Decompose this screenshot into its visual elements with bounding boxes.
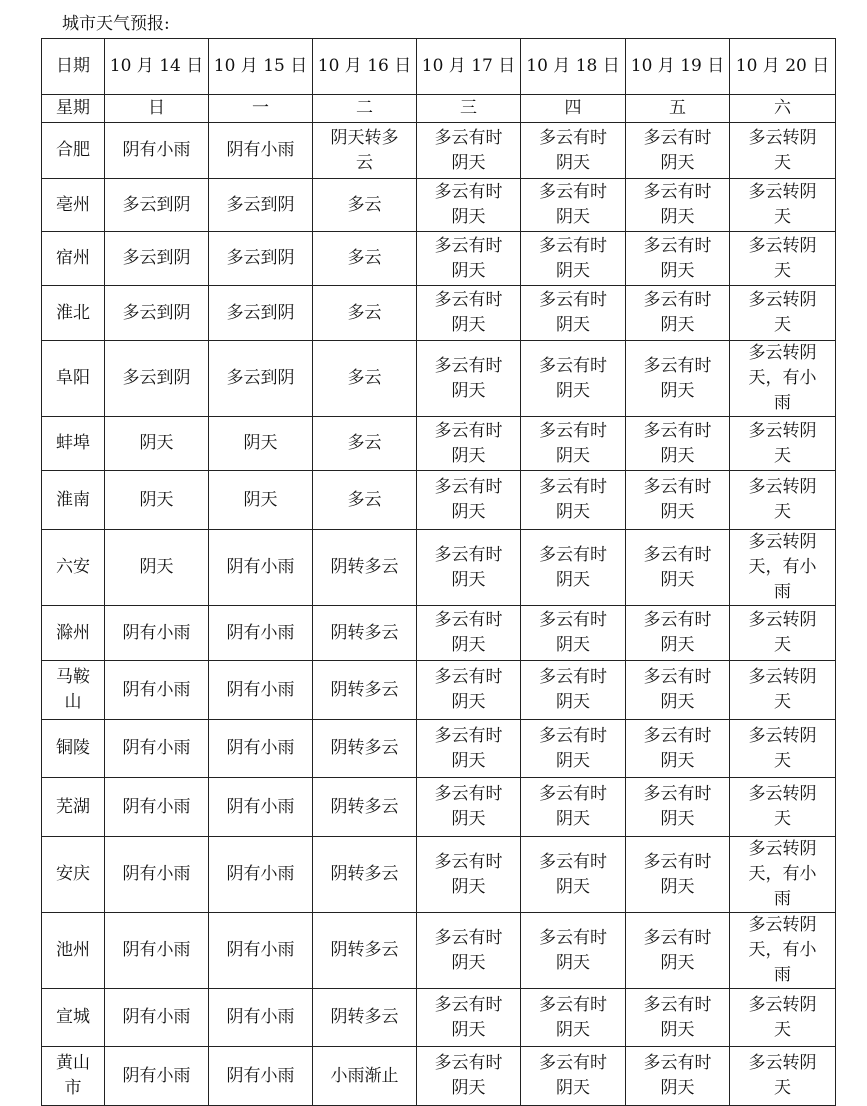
weekday-label: 星期 xyxy=(42,95,105,123)
forecast-text: 阴转多云 xyxy=(330,1007,399,1027)
city-name: 池州 xyxy=(56,940,90,960)
forecast-text: 多云有时阴天 xyxy=(434,182,503,227)
forecast-cell xyxy=(313,232,417,286)
forecast-cell xyxy=(521,179,626,232)
forecast-cell xyxy=(730,530,836,606)
forecast-cell xyxy=(730,720,836,778)
date-header-cell: 10 月 18 日 xyxy=(521,39,626,95)
forecast-cell xyxy=(521,1047,626,1106)
forecast-cell xyxy=(521,530,626,606)
forecast-text: 多云有时阴天 xyxy=(643,182,712,227)
forecast-cell xyxy=(209,837,313,913)
forecast-cell xyxy=(417,417,521,471)
table-row xyxy=(42,913,836,989)
forecast-text: 多云有时阴天 xyxy=(643,420,712,466)
city-cell xyxy=(42,471,105,530)
forecast-text: 阴转多云 xyxy=(330,622,399,643)
forecast-cell xyxy=(313,606,417,661)
forecast-cell xyxy=(521,123,626,179)
forecast-text: 多云有时阴天 xyxy=(539,127,607,173)
forecast-text: 多云到阴 xyxy=(122,302,191,323)
date-header-cell: 10 月 16 日 xyxy=(313,39,417,95)
forecast-cell xyxy=(521,606,626,661)
forecast-text: 多云有时阴天 xyxy=(539,420,607,466)
forecast-text: 多云转阴天 xyxy=(748,127,817,173)
forecast-text: 阴有小雨 xyxy=(122,1007,191,1027)
forecast-text: 多云转阴天 xyxy=(748,1053,817,1098)
forecast-cell xyxy=(626,720,730,778)
forecast-text: 多云有时阴天 xyxy=(539,725,607,771)
forecast-cell xyxy=(626,989,730,1047)
forecast-text: 阴转多云 xyxy=(330,864,399,884)
forecast-text: 阴天 xyxy=(139,489,174,510)
page-title: 城市天气预报: xyxy=(62,14,170,34)
forecast-text: 多云有时阴天 xyxy=(643,667,712,712)
table-row xyxy=(42,417,836,471)
forecast-text: 多云 xyxy=(347,433,382,453)
forecast-text: 多云到阴 xyxy=(122,194,191,215)
weekday-cell: 四 xyxy=(521,95,626,123)
city-cell xyxy=(42,179,105,232)
forecast-cell xyxy=(417,661,521,720)
forecast-text: 多云转阴天，有小雨 xyxy=(748,343,817,413)
forecast-cell xyxy=(730,661,836,720)
forecast-text: 多云有时阴天 xyxy=(434,420,503,466)
forecast-cell xyxy=(209,123,313,179)
forecast-text: 多云有时阴天 xyxy=(539,544,607,590)
date-header-cell: 10 月 14 日 xyxy=(105,39,209,95)
forecast-text: 多云有时阴天 xyxy=(539,235,607,281)
forecast-text: 多云有时阴天 xyxy=(434,477,503,522)
forecast-text: 阴有小雨 xyxy=(226,864,295,884)
forecast-cell xyxy=(313,661,417,720)
forecast-text: 多云有时阴天 xyxy=(434,784,503,829)
forecast-text: 多云有时阴天 xyxy=(643,610,712,655)
forecast-text: 多云有时阴天 xyxy=(643,235,712,281)
forecast-cell xyxy=(209,417,313,471)
forecast-cell xyxy=(105,232,209,286)
forecast-text: 多云到阴 xyxy=(122,368,191,388)
date-header-cell: 10 月 15 日 xyxy=(209,39,313,95)
forecast-cell xyxy=(209,1047,313,1106)
forecast-text: 多云转阴天 xyxy=(748,994,817,1040)
forecast-cell xyxy=(521,989,626,1047)
forecast-cell xyxy=(313,179,417,232)
forecast-cell xyxy=(730,232,836,286)
forecast-cell xyxy=(626,1047,730,1106)
city-name: 黄山市 xyxy=(56,1053,90,1098)
forecast-cell xyxy=(417,913,521,989)
forecast-cell xyxy=(313,341,417,417)
weather-forecast-table xyxy=(41,38,836,1106)
forecast-cell xyxy=(209,989,313,1047)
forecast-cell xyxy=(730,837,836,913)
city-name: 淮南 xyxy=(56,489,90,510)
city-cell xyxy=(42,341,105,417)
date-header-cell: 10 月 17 日 xyxy=(417,39,521,95)
city-cell xyxy=(42,606,105,661)
forecast-text: 多云转阴天 xyxy=(748,725,817,771)
table-row xyxy=(42,989,836,1047)
forecast-text: 多云转阴天 xyxy=(748,784,817,829)
forecast-text: 多云有时阴天 xyxy=(539,927,607,973)
forecast-text: 多云有时阴天 xyxy=(434,927,503,973)
forecast-text: 多云有时阴天 xyxy=(643,127,712,173)
forecast-cell xyxy=(313,989,417,1047)
forecast-cell xyxy=(417,989,521,1047)
forecast-cell xyxy=(626,232,730,286)
forecast-cell xyxy=(730,341,836,417)
forecast-cell xyxy=(313,286,417,341)
forecast-text: 阴有小雨 xyxy=(226,557,295,577)
weekday-cell: 一 xyxy=(209,95,313,123)
forecast-cell xyxy=(521,417,626,471)
forecast-cell xyxy=(313,417,417,471)
forecast-text: 小雨渐止 xyxy=(330,1065,399,1086)
forecast-cell xyxy=(730,179,836,232)
forecast-text: 多云有时阴天 xyxy=(643,784,712,829)
forecast-text: 多云有时阴天 xyxy=(539,477,607,522)
forecast-text: 阴有小雨 xyxy=(122,1065,191,1086)
city-name: 滁州 xyxy=(56,622,90,643)
forecast-text: 多云到阴 xyxy=(226,368,295,388)
forecast-text: 阴有小雨 xyxy=(122,140,191,160)
forecast-cell xyxy=(105,417,209,471)
forecast-cell xyxy=(313,1047,417,1106)
forecast-cell xyxy=(105,913,209,989)
forecast-cell xyxy=(209,720,313,778)
city-name: 铜陵 xyxy=(56,738,90,758)
forecast-text: 多云有时阴天 xyxy=(434,235,503,281)
forecast-text: 阴有小雨 xyxy=(226,140,295,160)
forecast-text: 多云有时阴天 xyxy=(434,355,503,401)
forecast-text: 多云转阴天 xyxy=(748,477,817,522)
date-header-label: 日期 xyxy=(42,39,105,95)
table-row xyxy=(42,837,836,913)
forecast-text: 多云有时阴天 xyxy=(539,851,607,897)
forecast-cell xyxy=(105,530,209,606)
table-row xyxy=(42,606,836,661)
forecast-text: 阴天 xyxy=(139,557,174,577)
forecast-cell xyxy=(417,341,521,417)
weekday-cell: 三 xyxy=(417,95,521,123)
date-header-row xyxy=(42,39,836,95)
forecast-cell xyxy=(417,720,521,778)
forecast-text: 多云转阴天 xyxy=(748,610,817,655)
city-cell xyxy=(42,661,105,720)
forecast-text: 阴天转多云 xyxy=(330,127,399,173)
forecast-text: 多云 xyxy=(347,368,382,388)
forecast-text: 多云转阴天，有小雨 xyxy=(748,915,817,985)
city-cell xyxy=(42,530,105,606)
forecast-cell xyxy=(417,471,521,530)
forecast-cell xyxy=(209,661,313,720)
forecast-text: 多云有时阴天 xyxy=(539,667,607,712)
forecast-cell xyxy=(521,913,626,989)
forecast-text: 阴转多云 xyxy=(330,557,399,577)
forecast-text: 阴有小雨 xyxy=(226,940,295,960)
forecast-cell xyxy=(209,179,313,232)
forecast-cell xyxy=(105,989,209,1047)
forecast-cell xyxy=(417,606,521,661)
forecast-cell xyxy=(626,530,730,606)
city-cell xyxy=(42,778,105,837)
forecast-cell xyxy=(626,661,730,720)
forecast-cell xyxy=(313,913,417,989)
city-name: 合肥 xyxy=(56,140,90,160)
city-name: 淮北 xyxy=(56,302,90,323)
forecast-text: 阴有小雨 xyxy=(122,679,191,700)
forecast-cell xyxy=(417,232,521,286)
city-cell xyxy=(42,286,105,341)
forecast-cell xyxy=(730,123,836,179)
forecast-cell xyxy=(730,606,836,661)
forecast-cell xyxy=(521,341,626,417)
forecast-text: 多云有时阴天 xyxy=(643,290,712,335)
forecast-cell xyxy=(521,720,626,778)
forecast-cell xyxy=(730,1047,836,1106)
forecast-text: 阴有小雨 xyxy=(122,864,191,884)
table-row xyxy=(42,341,836,417)
forecast-text: 阴天 xyxy=(243,489,278,510)
forecast-text: 阴有小雨 xyxy=(122,796,191,817)
city-name: 亳州 xyxy=(56,194,90,215)
city-name: 宿州 xyxy=(56,248,90,268)
forecast-text: 多云 xyxy=(347,302,382,323)
city-cell xyxy=(42,123,105,179)
forecast-text: 多云到阴 xyxy=(226,194,295,215)
forecast-text: 多云转阴天，有小雨 xyxy=(748,839,817,909)
forecast-cell xyxy=(313,720,417,778)
forecast-text: 多云有时阴天 xyxy=(643,927,712,973)
forecast-cell xyxy=(521,286,626,341)
forecast-text: 阴转多云 xyxy=(330,940,399,960)
forecast-text: 阴有小雨 xyxy=(226,738,295,758)
forecast-cell xyxy=(313,530,417,606)
forecast-text: 多云有时阴天 xyxy=(434,667,503,712)
table-row xyxy=(42,778,836,837)
table-row xyxy=(42,1047,836,1106)
forecast-text: 多云有时阴天 xyxy=(643,725,712,771)
forecast-cell xyxy=(521,471,626,530)
table-row xyxy=(42,179,836,232)
city-cell xyxy=(42,837,105,913)
forecast-text: 多云有时阴天 xyxy=(539,610,607,655)
forecast-cell xyxy=(730,989,836,1047)
forecast-text: 多云有时阴天 xyxy=(434,725,503,771)
forecast-text: 多云有时阴天 xyxy=(434,1053,503,1098)
date-header-cell: 10 月 19 日 xyxy=(626,39,730,95)
table-row xyxy=(42,530,836,606)
forecast-text: 阴转多云 xyxy=(330,679,399,700)
forecast-cell xyxy=(730,286,836,341)
forecast-cell xyxy=(626,606,730,661)
forecast-text: 多云 xyxy=(347,248,382,268)
forecast-cell xyxy=(209,913,313,989)
forecast-cell xyxy=(105,606,209,661)
forecast-text: 多云转阴天，有小雨 xyxy=(748,532,817,602)
forecast-cell xyxy=(209,606,313,661)
city-cell xyxy=(42,232,105,286)
city-name: 阜阳 xyxy=(56,368,90,388)
city-cell xyxy=(42,913,105,989)
forecast-cell xyxy=(626,913,730,989)
forecast-cell xyxy=(626,471,730,530)
forecast-cell xyxy=(417,179,521,232)
forecast-text: 多云有时阴天 xyxy=(434,544,503,590)
forecast-text: 阴有小雨 xyxy=(122,622,191,643)
forecast-cell xyxy=(626,837,730,913)
table-row xyxy=(42,720,836,778)
forecast-text: 多云转阴天 xyxy=(748,667,817,712)
forecast-cell xyxy=(521,661,626,720)
city-cell xyxy=(42,1047,105,1106)
forecast-text: 多云 xyxy=(347,194,382,215)
forecast-text: 多云有时阴天 xyxy=(434,127,503,173)
forecast-text: 多云转阴天 xyxy=(748,182,817,227)
forecast-cell xyxy=(417,123,521,179)
city-cell xyxy=(42,989,105,1047)
forecast-text: 阴有小雨 xyxy=(226,679,295,700)
forecast-cell xyxy=(626,778,730,837)
forecast-cell xyxy=(417,1047,521,1106)
forecast-text: 多云有时阴天 xyxy=(539,182,607,227)
forecast-text: 阴有小雨 xyxy=(226,796,295,817)
forecast-cell xyxy=(626,179,730,232)
forecast-text: 多云到阴 xyxy=(226,248,295,268)
forecast-cell xyxy=(209,778,313,837)
forecast-text: 多云有时阴天 xyxy=(539,784,607,829)
forecast-text: 多云转阴天 xyxy=(748,290,817,335)
forecast-cell xyxy=(417,837,521,913)
forecast-cell xyxy=(313,778,417,837)
forecast-cell xyxy=(209,286,313,341)
forecast-text: 多云有时阴天 xyxy=(643,355,712,401)
forecast-text: 多云有时阴天 xyxy=(643,994,712,1040)
forecast-cell xyxy=(521,778,626,837)
weekday-cell: 二 xyxy=(313,95,417,123)
weekday-cell: 五 xyxy=(626,95,730,123)
forecast-cell xyxy=(209,471,313,530)
forecast-cell xyxy=(105,179,209,232)
forecast-text: 阴转多云 xyxy=(330,738,399,758)
forecast-cell xyxy=(626,123,730,179)
forecast-cell xyxy=(730,417,836,471)
city-name: 芜湖 xyxy=(56,796,90,817)
forecast-text: 多云到阴 xyxy=(122,248,191,268)
forecast-text: 阴有小雨 xyxy=(226,622,295,643)
forecast-cell xyxy=(105,1047,209,1106)
forecast-cell xyxy=(105,286,209,341)
forecast-text: 多云有时阴天 xyxy=(539,355,607,401)
forecast-text: 阴有小雨 xyxy=(226,1065,295,1086)
forecast-cell xyxy=(730,471,836,530)
forecast-text: 阴转多云 xyxy=(330,796,399,817)
forecast-cell xyxy=(105,341,209,417)
forecast-cell xyxy=(521,837,626,913)
forecast-text: 多云有时阴天 xyxy=(434,290,503,335)
forecast-text: 阴有小雨 xyxy=(226,1007,295,1027)
city-name: 六安 xyxy=(56,557,90,577)
forecast-cell xyxy=(105,720,209,778)
forecast-cell xyxy=(105,123,209,179)
city-name: 安庆 xyxy=(56,864,90,884)
forecast-text: 多云有时阴天 xyxy=(434,851,503,897)
forecast-cell xyxy=(209,232,313,286)
forecast-cell xyxy=(313,837,417,913)
table-row xyxy=(42,123,836,179)
city-name: 马鞍山 xyxy=(56,667,90,712)
forecast-text: 多云转阴天 xyxy=(748,235,817,281)
forecast-text: 多云到阴 xyxy=(226,302,295,323)
forecast-cell xyxy=(730,778,836,837)
forecast-cell xyxy=(105,661,209,720)
forecast-cell xyxy=(105,471,209,530)
table-row xyxy=(42,232,836,286)
forecast-cell xyxy=(417,530,521,606)
city-cell xyxy=(42,720,105,778)
forecast-cell xyxy=(417,778,521,837)
forecast-text: 阴有小雨 xyxy=(122,738,191,758)
forecast-cell xyxy=(626,417,730,471)
forecast-text: 多云有时阴天 xyxy=(539,290,607,335)
forecast-cell xyxy=(105,837,209,913)
weekday-cell: 六 xyxy=(730,95,836,123)
forecast-text: 多云有时阴天 xyxy=(643,1053,712,1098)
forecast-text: 多云有时阴天 xyxy=(434,610,503,655)
forecast-text: 阴天 xyxy=(243,433,278,453)
forecast-text: 多云转阴天 xyxy=(748,420,817,466)
forecast-text: 阴有小雨 xyxy=(122,940,191,960)
table-row xyxy=(42,661,836,720)
forecast-text: 多云 xyxy=(347,489,382,510)
forecast-text: 阴天 xyxy=(139,433,174,453)
table-row xyxy=(42,471,836,530)
forecast-cell xyxy=(730,913,836,989)
date-header-cell: 10 月 20 日 xyxy=(730,39,836,95)
forecast-cell xyxy=(626,341,730,417)
forecast-cell xyxy=(105,778,209,837)
forecast-text: 多云有时阴天 xyxy=(434,994,503,1040)
forecast-cell xyxy=(313,471,417,530)
forecast-cell xyxy=(417,286,521,341)
forecast-text: 多云有时阴天 xyxy=(643,477,712,522)
forecast-cell xyxy=(313,123,417,179)
city-name: 宣城 xyxy=(56,1007,90,1027)
forecast-text: 多云有时阴天 xyxy=(539,994,607,1040)
city-cell xyxy=(42,417,105,471)
forecast-cell xyxy=(626,286,730,341)
weekday-row xyxy=(42,95,836,123)
forecast-cell xyxy=(209,530,313,606)
forecast-text: 多云有时阴天 xyxy=(643,544,712,590)
forecast-cell xyxy=(521,232,626,286)
forecast-text: 多云有时阴天 xyxy=(539,1053,607,1098)
weekday-cell: 日 xyxy=(105,95,209,123)
forecast-text: 多云有时阴天 xyxy=(643,851,712,897)
city-name: 蚌埠 xyxy=(56,433,90,453)
forecast-cell xyxy=(209,341,313,417)
table-row xyxy=(42,286,836,341)
